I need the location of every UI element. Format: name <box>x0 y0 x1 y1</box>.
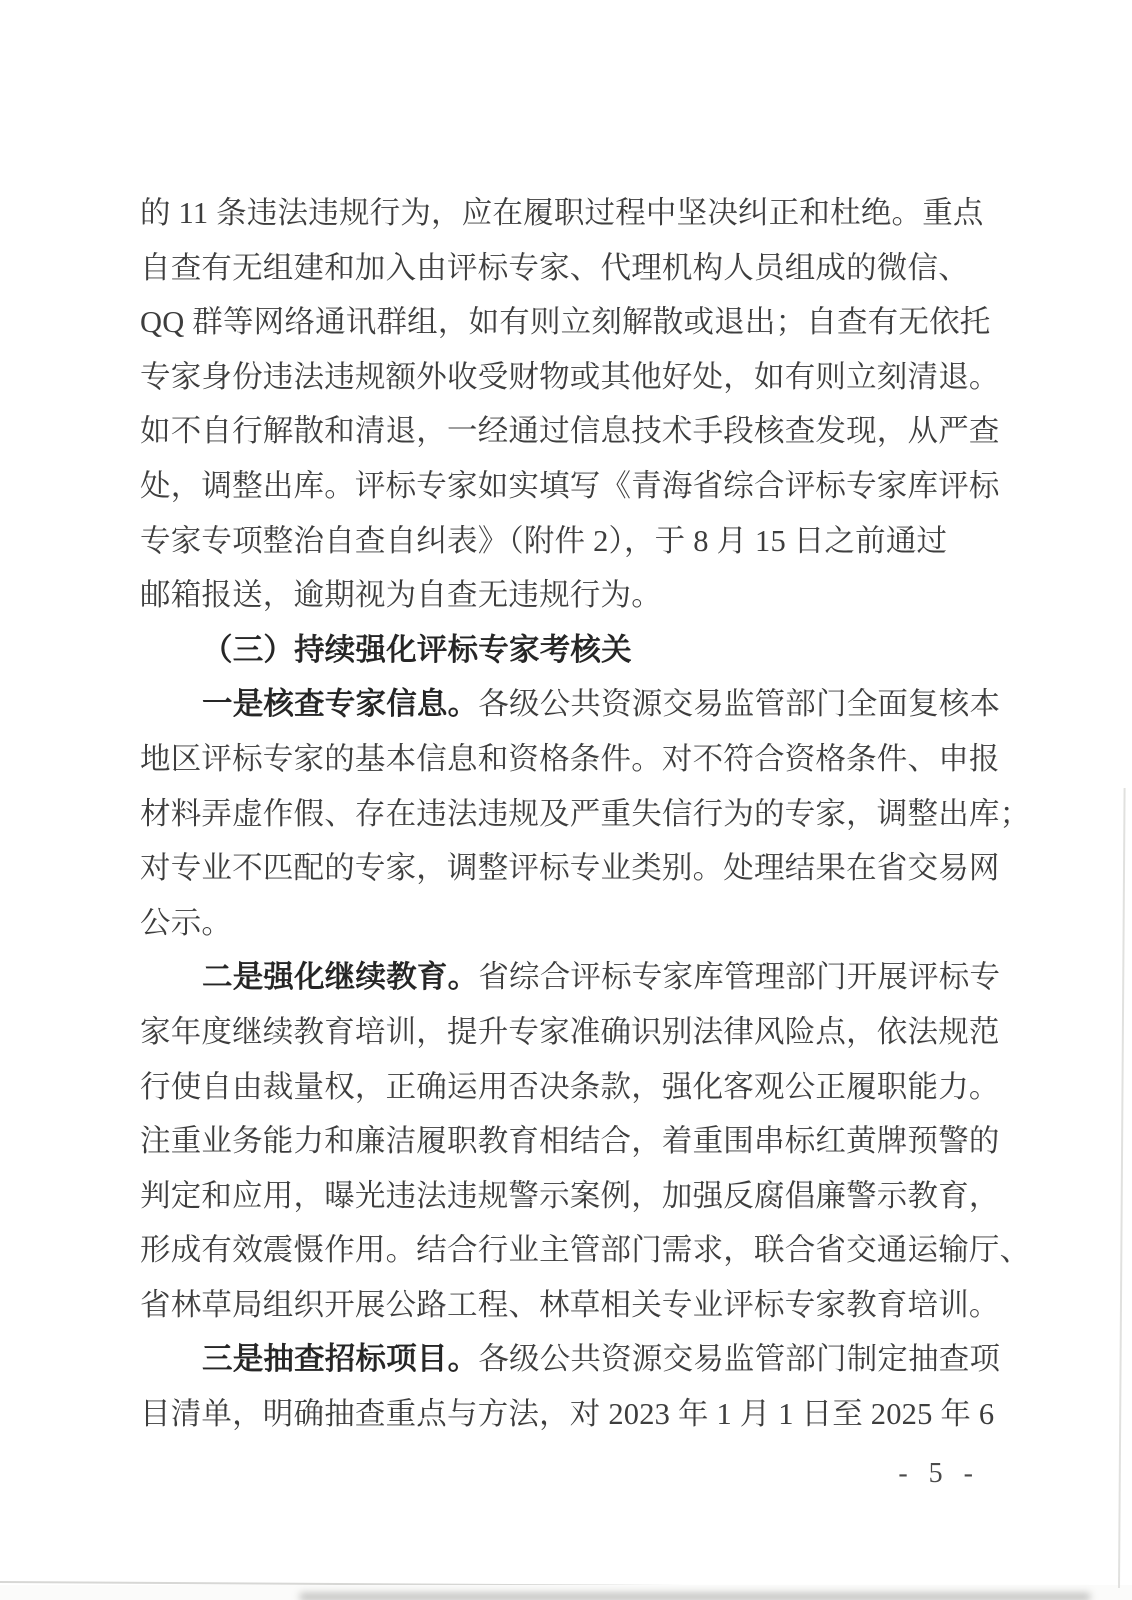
document-line: 自查有无组建和加入由评标专家、代理机构人员组成的微信、 <box>140 250 969 285</box>
document-line: 行使自由裁量权，正确运用否决条款，强化客观公正履职能力。 <box>140 1069 1000 1104</box>
paragraph-lead: 一是核查专家信息。 <box>202 687 479 722</box>
document-line: 处，调整出库。评标专家如实填写《青海省综合评标专家库评标 <box>140 468 1000 503</box>
section-heading: （三）持续强化评标专家考核关 <box>202 632 632 667</box>
document-line <box>140 950 1001 1005</box>
paragraph-text: 各级公共资源交易监管部门制定抽查项 <box>478 1342 1001 1377</box>
document-line: 家年度继续教育培训，提升专家准确识别法律风险点，依法规范 <box>140 1014 1000 1049</box>
document-line: 专家专项整治自查自纠表》（附件 2），于 8 月 15 日之前通过 <box>140 523 948 558</box>
document-line: 对专业不匹配的专家，调整评标专业类别。处理结果在省交易网 <box>140 851 1000 886</box>
scan-page-right-edge <box>1118 788 1125 1588</box>
paragraph-lead: 三是抽查招标项目。 <box>202 1342 479 1377</box>
page-number: - 5 - <box>898 1458 980 1489</box>
paragraph-text: 各级公共资源交易监管部门全面复核本 <box>478 687 1001 722</box>
document-line: 判定和应用，曝光违法违规警示案例，加强反腐倡廉警示教育， <box>140 1178 1000 1213</box>
document-line: 如不自行解散和清退，一经通过信息技术手段核查发现，从严查 <box>140 414 1000 449</box>
document-body <box>140 186 1031 1442</box>
document-line: 专家身份违法违规额外收受财物或其他好处，如有则立刻清退。 <box>140 359 1000 394</box>
document-line: 省林草局组织开展公路工程、林草相关专业评标专家教育培训。 <box>140 1287 1000 1322</box>
paragraph-text: 省综合评标专家库管理部门开展评标专 <box>478 960 1001 995</box>
document-line: 的 11 条违法违规行为，应在履职过程中坚决纠正和杜绝。重点 <box>140 196 984 230</box>
document-line: QQ 群等网络通讯群组，如有则立刻解散或退出；自查有无依托 <box>140 305 991 340</box>
document-line: 材料弄虚作假、存在违法违规及严重失信行为的专家，调整出库； <box>140 796 1031 831</box>
paragraph-lead: 二是强化继续教育。 <box>202 960 479 995</box>
document-line <box>140 677 1001 732</box>
document-line: 公示。 <box>140 905 233 940</box>
document-line: 目清单，明确抽查重点与方法，对 2023 年 1 月 1 日至 2025 年 6 <box>140 1397 995 1432</box>
document-line: 地区评标专家的基本信息和资格条件。对不符合资格条件、申报 <box>140 741 1000 776</box>
document-line <box>140 1332 1001 1387</box>
document-line: 邮箱报送，逾期视为自查无违规行为。 <box>140 578 662 613</box>
document-line: 注重业务能力和廉洁履职教育相结合，着重围串标红黄牌预警的 <box>140 1124 1000 1159</box>
scan-bottom-smudge <box>300 1593 1090 1600</box>
document-line: 形成有效震慑作用。结合行业主管部门需求，联合省交通运输厅、 <box>140 1233 1031 1268</box>
